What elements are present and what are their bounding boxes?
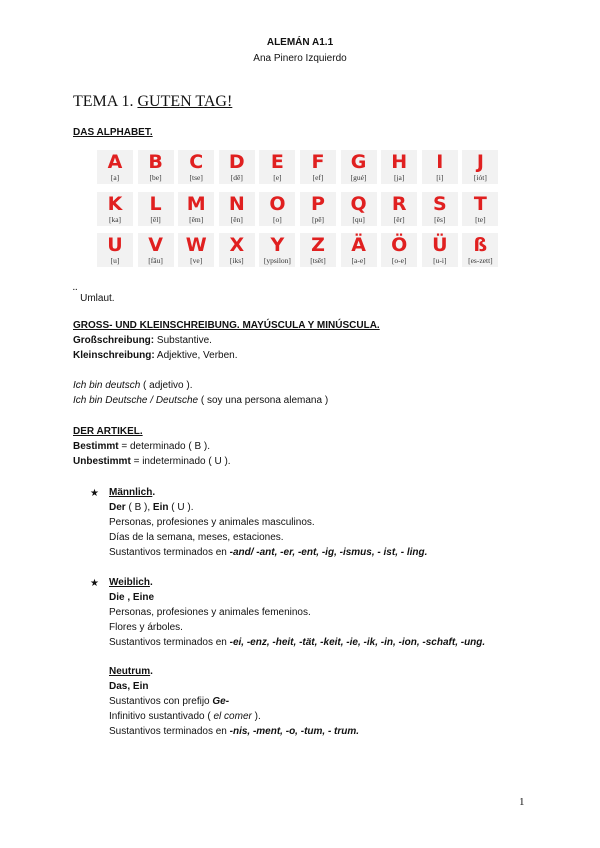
neutrum-infinitive-line: Infinitivo sustantivado ( el comer ). (109, 711, 261, 722)
alphabet-pronunciation: [be] (149, 173, 162, 182)
alphabet-tile (462, 150, 498, 184)
neutrum-endings: Sustantivos terminados en -nis, -ment, -o, -tum, - trum. (109, 726, 360, 737)
alphabet-tile (219, 150, 255, 184)
alphabet-pronunciation: [ěn] (230, 214, 243, 224)
alphabet-tile (178, 150, 214, 184)
alphabet-tile (462, 233, 498, 267)
alphabet-pronunciation: [ka] (108, 214, 122, 224)
weiblich-line-2: Flores y árboles. (109, 622, 183, 633)
kleinschreibung-line: Kleinschreibung: Adjektive, Verben. (73, 350, 238, 361)
alphabet-tile (259, 192, 295, 226)
alphabet-pronunciation: [u] (110, 256, 120, 265)
umlaut-mark: ¨ (73, 286, 78, 301)
alphabet-pronunciation: [o] (273, 214, 282, 224)
alphabet-pronunciation: [i] (436, 173, 444, 182)
alphabet-pronunciation: [gué] (350, 173, 367, 182)
weiblich-endings: Sustantivos terminados en -ei, -enz, -heit, -tät, -keit, -ie, -ik, -in, -ion, -schaft, -ung. (109, 637, 486, 648)
alphabet-pronunciation: [ef] (312, 173, 324, 182)
tema-heading (73, 93, 232, 111)
alphabet-pronunciation: [pē] (311, 214, 325, 224)
neutrum-prefix-line: Sustantivos con prefijo Ge- (109, 696, 230, 707)
alphabet-pronunciation: [tsēt] (310, 256, 326, 265)
alphabet-pronunciation: [dē] (230, 173, 243, 182)
alphabet-tile (300, 233, 336, 267)
bestimmt-line: Bestimmt = determinado ( B ). (73, 441, 211, 452)
weiblich-heading: Weiblich. (109, 577, 153, 588)
grossschreibung-line: Großschreibung: Substantive. (73, 335, 212, 346)
alphabet-pronunciation: [fāu] (148, 256, 163, 265)
alphabet-pronunciation: [ěl] (150, 214, 161, 224)
alphabet-tile (341, 233, 377, 267)
page-number: 1 (519, 796, 525, 808)
alphabet-tile (462, 192, 498, 226)
alphabet-tile (300, 192, 336, 226)
alphabet-letter: J (476, 151, 484, 173)
alphabet-tile (97, 233, 133, 267)
maennlich-line-1: Personas, profesiones y animales masculinos. (109, 517, 315, 528)
alphabet-tile (138, 233, 174, 267)
alphabet-letter: E (270, 151, 284, 173)
star-icon: ★ (90, 488, 99, 499)
alphabet-tile (138, 150, 174, 184)
alphabet-pronunciation: [es-zett] (468, 256, 493, 265)
weiblich-articles: Die , Eine (109, 592, 155, 603)
alphabet-tile (341, 150, 377, 184)
alphabet-letter: K (107, 192, 123, 215)
alphabet-pronunciation: [iks] (229, 256, 244, 265)
umlaut-label: Umlaut. (80, 293, 115, 304)
umlaut-note (73, 286, 115, 304)
alphabet-tile (381, 192, 417, 226)
alphabet-tile (219, 192, 255, 226)
alphabet-letter: B (148, 151, 163, 173)
alphabet-pronunciation: [o-e] (391, 256, 407, 265)
alphabet-letter: C (189, 151, 204, 173)
alphabet-pronunciation: [ve] (190, 256, 203, 265)
alphabet-letter: D (228, 151, 245, 173)
alphabet-heading: DAS ALPHABET. (73, 127, 153, 138)
alphabet-pronunciation: [u-i] (433, 256, 447, 265)
tema-label: TEMA 1. (73, 93, 134, 110)
alphabet-letter: X (229, 234, 245, 256)
alphabet-tile (422, 192, 458, 226)
alphabet-letter: G (350, 151, 367, 173)
alphabet-letter: ß (473, 234, 488, 256)
alphabet-pronunciation: [ja] (393, 173, 405, 182)
alphabet-pronunciation: [e] (273, 173, 282, 182)
alphabet-pronunciation: [ěs] (434, 214, 446, 224)
alphabet-letter: Ö (391, 234, 408, 256)
alphabet-letter: N (228, 192, 245, 215)
alphabet-letter: S (432, 192, 447, 215)
document-author: Ana Pinero Izquierdo (253, 53, 347, 64)
alphabet-tile (381, 150, 417, 184)
unbestimmt-line: Unbestimmt = indeterminado ( U ). (73, 456, 231, 467)
alphabet-letter: Q (350, 192, 367, 215)
alphabet-tile (259, 233, 295, 267)
gross-klein-heading: GROSS- UND KLEINSCHREIBUNG. MAYÚSCULA Y MINÚSCULA. (73, 320, 380, 331)
alphabet-pronunciation: [ěm] (189, 214, 204, 224)
alphabet-letter: H (391, 151, 408, 173)
alphabet-letter: R (391, 192, 407, 215)
alphabet-tile (97, 150, 133, 184)
alphabet-letter: M (186, 192, 206, 215)
alphabet-letter: Ü (432, 234, 448, 256)
alphabet-tile (178, 192, 214, 226)
alphabet-pronunciation: [tse] (189, 173, 203, 182)
alphabet-tile (422, 233, 458, 267)
alphabet-letter: V (148, 234, 163, 256)
example-deutsche: Ich bin Deutsche / Deutsche ( soy una persona alemana ) (73, 395, 329, 406)
document-title: ALEMÁN A1.1 (266, 37, 334, 48)
star-icon: ★ (90, 578, 99, 589)
alphabet-pronunciation: [a-e] (351, 256, 366, 265)
maennlich-line-2: Días de la semana, meses, estaciones. (109, 532, 284, 543)
alphabet-grid (97, 150, 501, 270)
alphabet-letter: W (185, 234, 207, 256)
artikel-heading: DER ARTIKEL. (73, 426, 143, 437)
maennlich-heading: Männlich. (109, 487, 156, 498)
alphabet-pronunciation: [te] (475, 214, 486, 224)
neutrum-heading: Neutrum. (109, 666, 153, 677)
alphabet-letter: A (107, 151, 123, 173)
alphabet-tile (381, 233, 417, 267)
alphabet-tile (259, 150, 295, 184)
alphabet-pronunciation: [qu] (352, 214, 365, 224)
alphabet-pronunciation: [iót] (473, 173, 487, 182)
alphabet-pronunciation: [ypsilon] (263, 256, 291, 265)
alphabet-tile (341, 192, 377, 226)
alphabet-tile (138, 192, 174, 226)
alphabet-tile (178, 233, 214, 267)
alphabet-letter: I (436, 151, 444, 173)
maennlich-articles: Der ( B ), Ein ( U ). (109, 502, 194, 513)
maennlich-endings: Sustantivos terminados en -and/ -ant, -er, -ent, -ig, -ismus, - ist, - ling. (109, 547, 428, 558)
alphabet-letter: L (149, 192, 162, 215)
tema-title: GUTEN TAG! (137, 93, 233, 110)
alphabet-tile (219, 233, 255, 267)
alphabet-tile (97, 192, 133, 226)
alphabet-letter: F (311, 151, 325, 173)
alphabet-letter: O (269, 192, 286, 215)
alphabet-letter: T (473, 192, 487, 215)
alphabet-letter: Z (311, 234, 325, 256)
alphabet-letter: P (311, 192, 325, 215)
weiblich-line-1: Personas, profesiones y animales femeninos. (109, 607, 311, 618)
alphabet-pronunciation: [ěr] (393, 214, 405, 224)
example-deutsch: Ich bin deutsch ( adjetivo ). (73, 380, 193, 391)
alphabet-letter: Ä (351, 234, 366, 256)
alphabet-letter: U (107, 234, 123, 256)
neutrum-articles: Das, Ein (109, 681, 149, 692)
alphabet-tile (300, 150, 336, 184)
alphabet-pronunciation: [a] (110, 173, 120, 182)
alphabet-tile (422, 150, 458, 184)
alphabet-letter: Y (270, 234, 285, 256)
